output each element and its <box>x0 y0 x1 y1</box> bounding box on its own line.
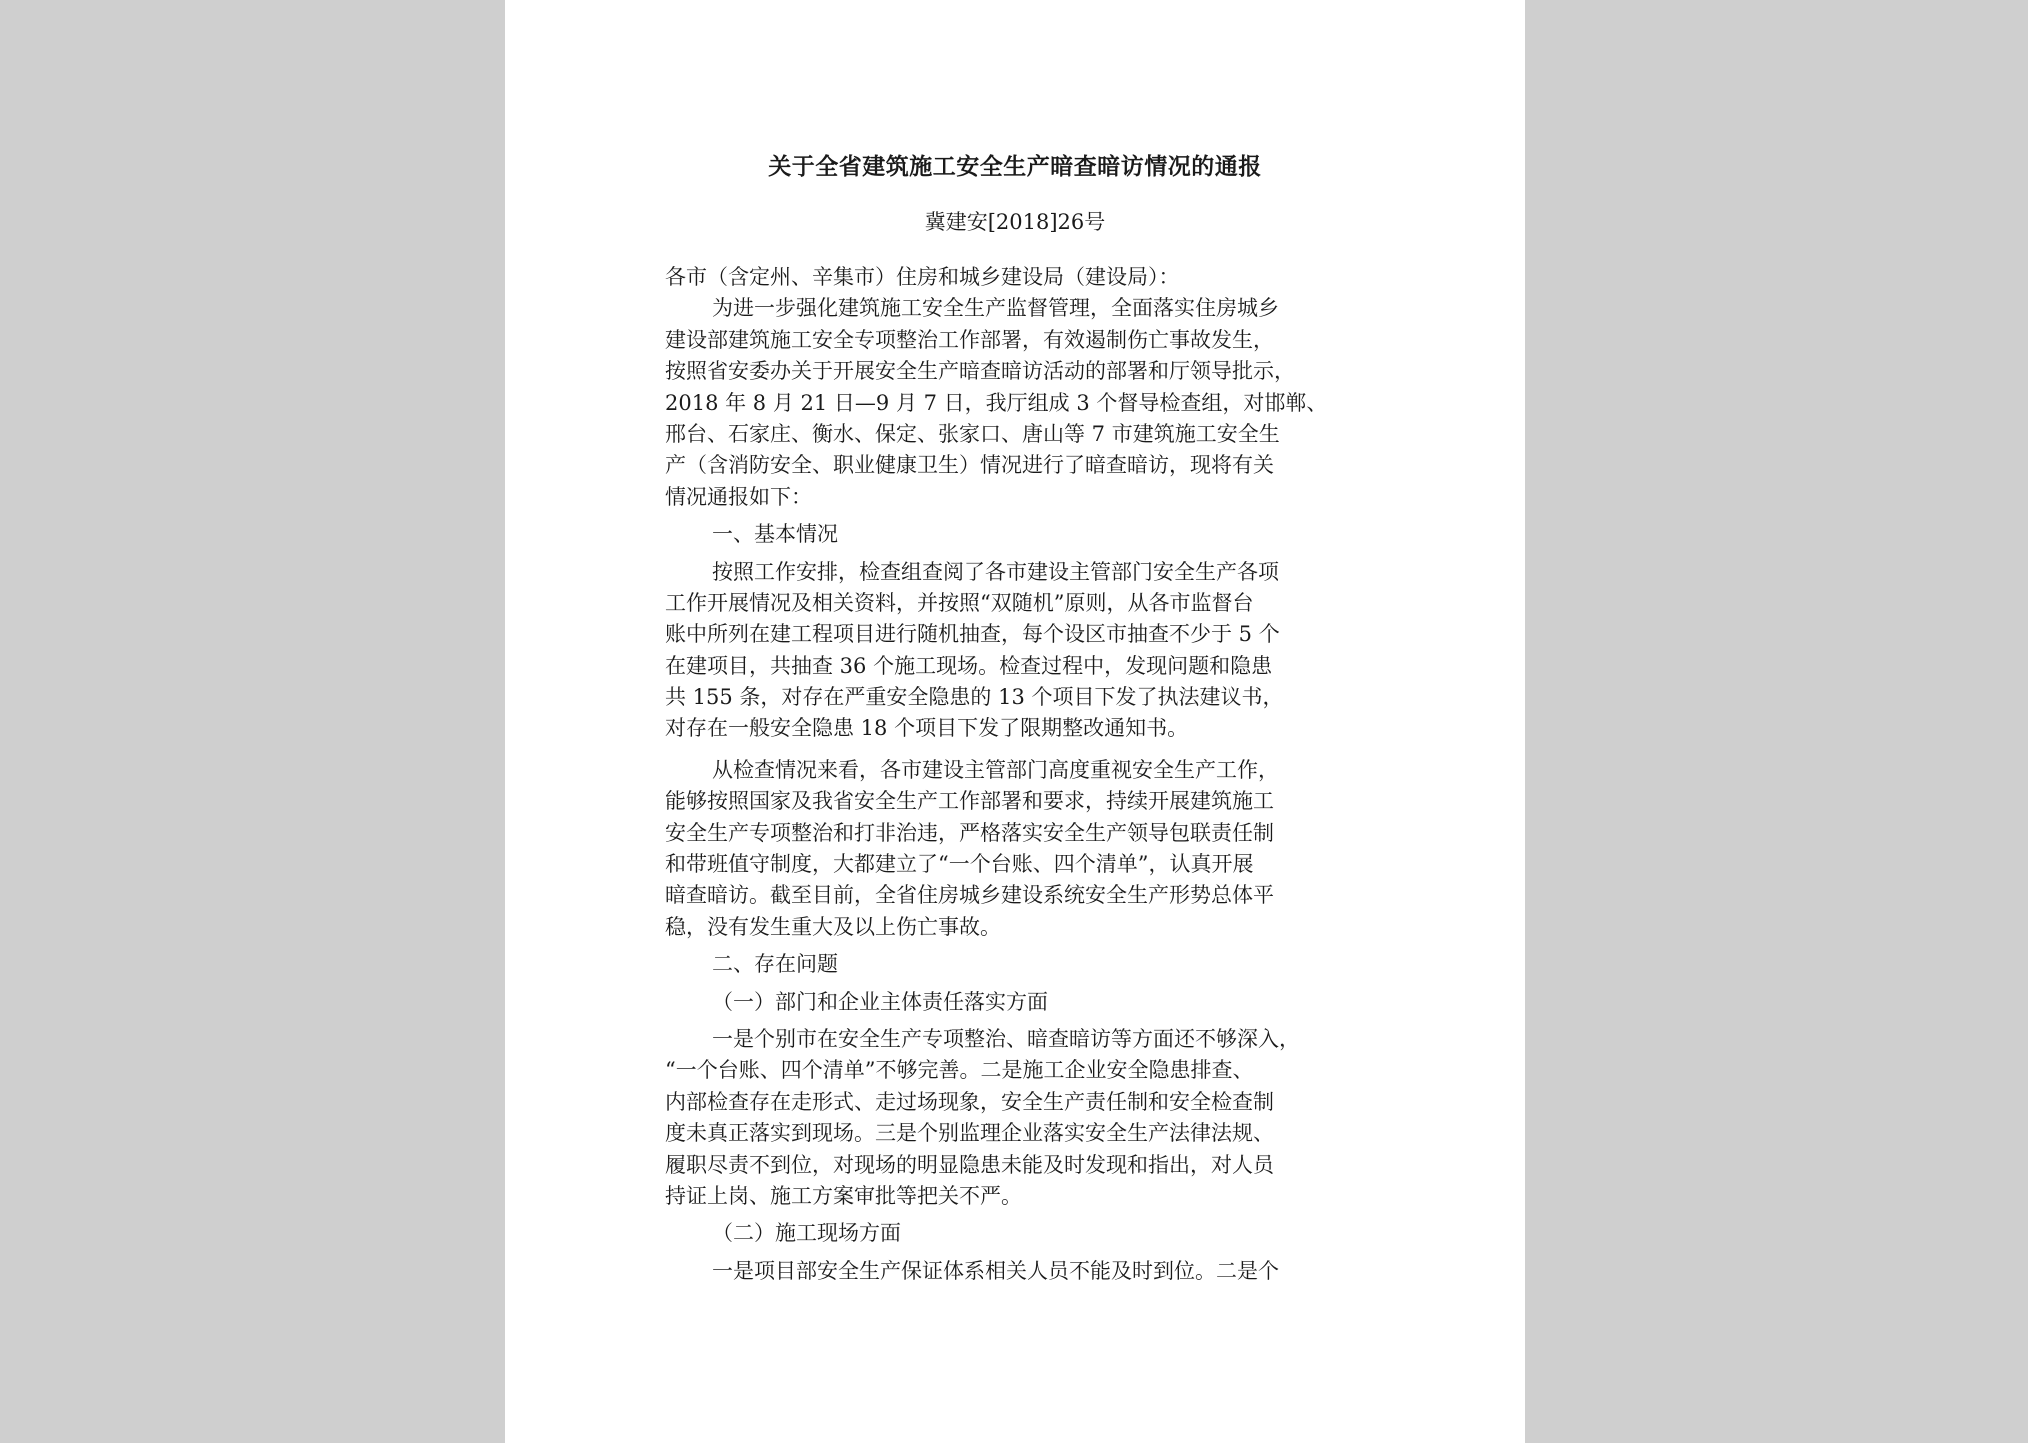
text-line: 度未真正落实到现场。三是个别监理企业落实安全生产法律法规、 <box>665 1121 1274 1146</box>
section-heading-problems: 二、存在问题 <box>712 952 838 977</box>
text-line: 为进一步强化建筑施工安全生产监督管理，全面落实住房城乡 <box>712 296 1279 321</box>
document-number: 冀建安[2018]26号 <box>924 210 1106 234</box>
text-line: 和带班值守制度，大都建立了“一个台账、四个清单”，认真开展 <box>665 852 1254 877</box>
text-line: 安全生产专项整治和打非治违，严格落实安全生产领导包联责任制 <box>665 820 1274 845</box>
salutation: 各市（含定州、辛集市）住房和城乡建设局（建设局）： <box>665 265 1180 289</box>
text-line: 暗查暗访。截至目前，全省住房城乡建设系统安全生产形势总体平 <box>665 883 1274 908</box>
text-line: 对存在一般安全隐患 18 个项目下发了限期整改通知书。 <box>665 716 1189 741</box>
text-line: 从检查情况来看，各市建设主管部门高度重视安全生产工作， <box>712 757 1279 782</box>
text-line: 产（含消防安全、职业健康卫生）情况进行了暗查暗访，现将有关 <box>665 453 1274 478</box>
text-line: 持证上岗、施工方案审批等把关不严。 <box>665 1183 1022 1208</box>
section-heading-basic: 一、基本情况 <box>712 522 838 547</box>
text-line: 2018 年 8 月 21 日—9 月 7 日，我厅组成 3 个督导检查组，对邯郸、 <box>665 390 1328 415</box>
paragraph-site <box>665 1256 1375 1287</box>
text-line: “一个台账、四个清单”不够完善。二是施工企业安全隐患排查、 <box>665 1058 1254 1083</box>
text-line: 稳，没有发生重大及以上伤亡事故。 <box>665 914 1001 939</box>
text-line: 在建项目，共抽查 36 个施工现场。检查过程中，发现问题和隐患 <box>665 653 1273 678</box>
text-line: 一是项目部安全生产保证体系相关人员不能及时到位。二是个 <box>712 1258 1279 1283</box>
document-page <box>505 0 1525 1443</box>
text-line: 情况通报如下： <box>665 484 812 509</box>
text-line: 内部检查存在走形式、走过场现象，安全生产责任制和安全检查制 <box>665 1089 1274 1114</box>
paragraph-inspection-findings <box>665 755 1375 943</box>
paragraph-intro <box>665 293 1375 513</box>
text-line: 按照省安委办关于开展安全生产暗查暗访活动的部署和厅领导批示， <box>665 359 1295 384</box>
document-body <box>665 262 1375 1287</box>
text-line: 能够按照国家及我省安全生产工作部署和要求，持续开展建筑施工 <box>665 789 1274 814</box>
text-line: 按照工作安排，检查组查阅了各市建设主管部门安全生产各项 <box>712 559 1279 584</box>
text-line: 一是个别市在安全生产专项整治、暗查暗访等方面还不够深入， <box>712 1026 1300 1051</box>
document-title: 关于全省建筑施工安全生产暗查暗访情况的通报 <box>768 153 1262 180</box>
subsection-heading-responsibility: （一）部门和企业主体责任落实方面 <box>712 989 1048 1014</box>
paragraph-responsibility <box>665 1024 1375 1212</box>
text-line: 履职尽责不到位，对现场的明显隐患未能及时发现和指出，对人员 <box>665 1152 1274 1177</box>
text-line: 邢台、石家庄、衡水、保定、张家口、唐山等 7 市建筑施工安全生 <box>665 421 1280 446</box>
paragraph-basic-situation <box>665 557 1375 745</box>
subsection-heading-site: （二）施工现场方面 <box>712 1221 901 1246</box>
text-line: 建设部建筑施工安全专项整治工作部署，有效遏制伤亡事故发生， <box>665 327 1274 352</box>
text-line: 共 155 条，对存在严重安全隐患的 13 个项目下发了执法建议书， <box>665 685 1284 710</box>
text-line: 账中所列在建工程项目进行随机抽查，每个设区市抽查不少于 5 个 <box>665 622 1280 647</box>
text-line: 工作开展情况及相关资料，并按照“双随机”原则，从各市监督台 <box>665 590 1254 615</box>
